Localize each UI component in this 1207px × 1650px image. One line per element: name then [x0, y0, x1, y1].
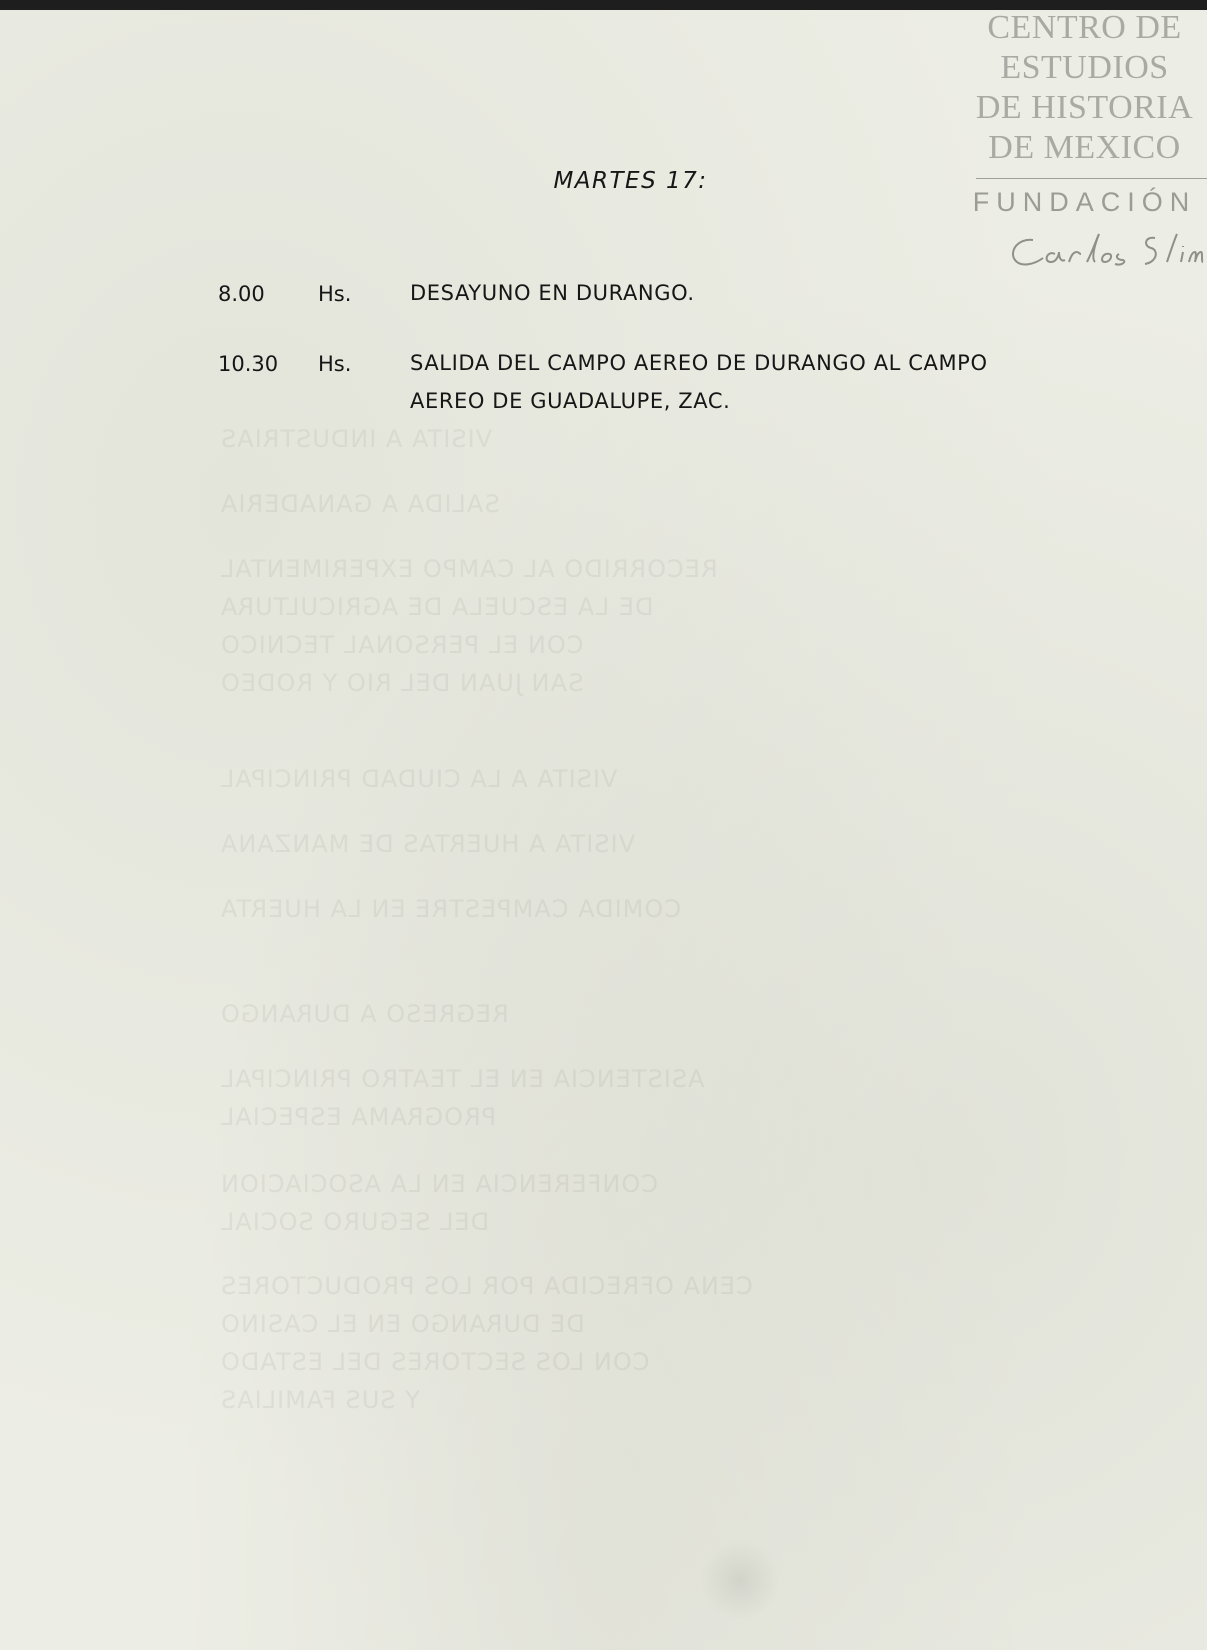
entry-unit: Hs.: [318, 282, 352, 306]
watermark-stamp: [962, 8, 1207, 282]
entry-time: 8.00: [218, 282, 265, 306]
document-page: VISITA A INDUSTRIAS SALIDA A GANADERIA RECORRIDO AL CAMPO EXPERIMENTAL DE LA ESCUELA DE AGRICULTURA CON EL PERSONAL TECNICO SAN JUAN DEL RIO Y RODEO VISITA A LA CIUDAD PRINCIPAL VISITA A HUERTAS DE MANZANA COMIDA CAMPESTRE EN LA HUERTA REGRESO A DURANGO ASISTENCIA EN EL TEATRO PRINCIPAL PROGRAMA ESPECIAL CONFERENCIA EN LA ASOCIACION DEL SEGURO SOCIAL CENA OFRECIDA POR LOS PRODUCTORES DE DURANGO EN EL CASINO CON LOS SECTORES DEL ESTADO Y SUS FAMILIAS CENTRO DE ESTUDIOS DE HISTORIA DE MEXICO FUNDACIÓN MARTES 17: 8.00 Hs. DESAYUNO EN DURANGO. 10.30 Hs. SALIDA DEL CAMPO AEREO DE DURANGO AL CAMPO AEREO DE GUADALUPE, ZAC.: [0, 10, 1207, 1650]
watermark-line: ESTUDIOS: [1000, 49, 1169, 86]
watermark-line: CENTRO DE: [987, 9, 1182, 46]
watermark-line: DE MEXICO: [988, 129, 1181, 166]
watermark-fundacion: FUNDACIÓN: [972, 187, 1197, 217]
day-heading: [0, 168, 1207, 194]
entry-time: 10.30: [218, 352, 279, 376]
entry-description: DESAYUNO EN DURANGO.: [410, 281, 695, 305]
paper-stain: [700, 1540, 780, 1620]
entry-unit: Hs.: [318, 352, 352, 376]
day-heading-text: MARTES 17:: [553, 168, 708, 194]
entry-description: SALIDA DEL CAMPO AEREO DE DURANGO AL CAMPO AEREO DE GUADALUPE, ZAC.: [410, 351, 988, 413]
watermark-line: DE HISTORIA: [975, 89, 1194, 126]
